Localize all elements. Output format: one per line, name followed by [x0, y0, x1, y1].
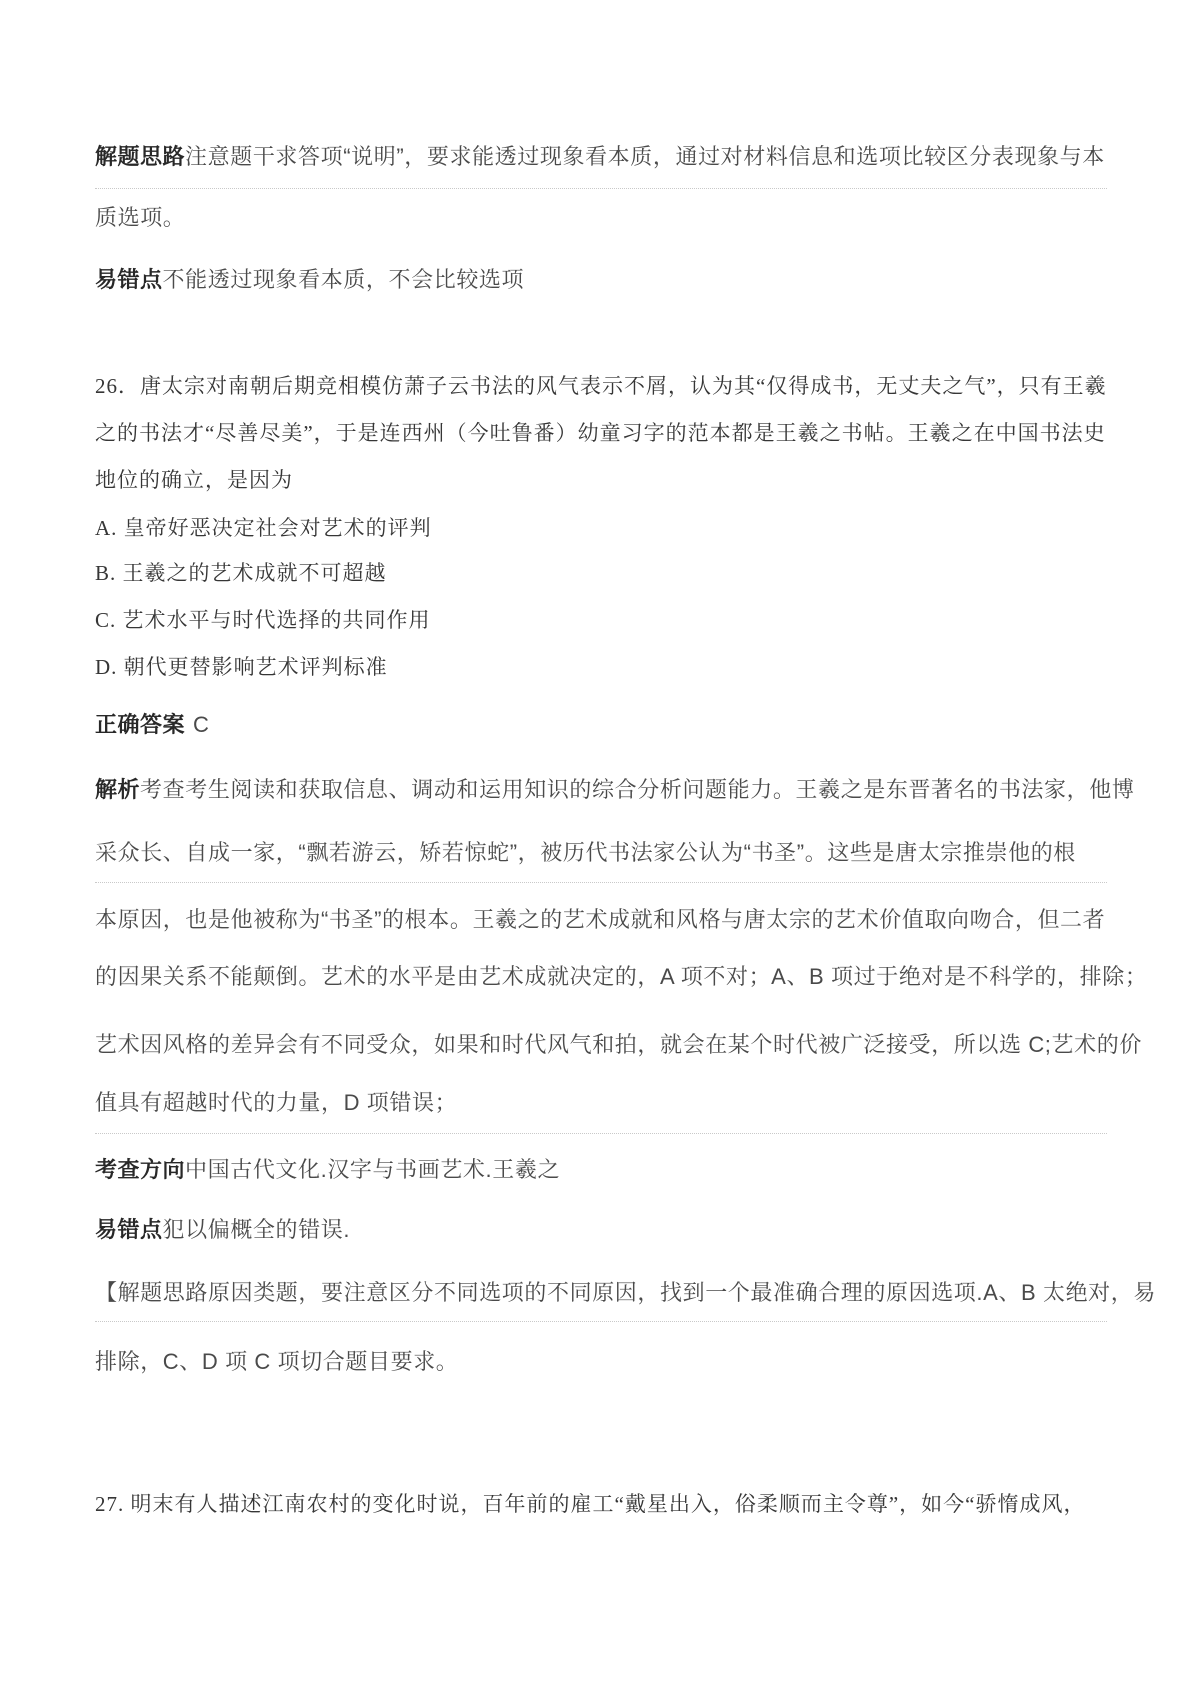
solution-tip-line-2: 质选项。 — [95, 205, 186, 230]
correct-answer-value: C — [193, 712, 210, 737]
analysis-line-3: 本原因，也是他被称为“书圣”的根本。王羲之的艺术成就和风格与唐太宗的艺术价值取向吻合，但二者 — [95, 907, 1106, 932]
error-prone-line — [95, 265, 1107, 295]
error-prone-text: 不能透过现象看本质，不会比较选项 — [162, 267, 525, 292]
bracket-tip-line-1: 【解题思路原因类题，要注意区分不同选项的不同原因，找到一个最准确合理的原因选项.A、B 太绝对，易 — [95, 1280, 1156, 1305]
solution-tip-line-1 — [95, 142, 1107, 172]
analysis-line-5: 艺术因风格的差异会有不同受众，如果和时代风气和拍，就会在某个时代被广泛接受，所以选 C;艺术的价 — [95, 1032, 1142, 1057]
bracket-tip-line-2: 排除，C、D 项 C 项切合题目要求。 — [95, 1349, 459, 1374]
option-a: A. 皇帝好恶决定社会对艺术的评判 — [95, 516, 432, 540]
exam-direction-text: 中国古代文化.汉字与书画艺术.王羲之 — [185, 1157, 561, 1182]
analysis-line-6: 值具有超越时代的力量，D 项错误； — [95, 1090, 458, 1115]
error-prone-line-2 — [95, 1215, 1107, 1245]
error-prone-label-2: 易错点 — [95, 1217, 163, 1242]
dotted-divider-3 — [95, 1133, 1107, 1134]
correct-answer-line — [95, 710, 1107, 740]
error-prone-label: 易错点 — [95, 267, 163, 292]
dotted-divider-4 — [95, 1321, 1107, 1322]
analysis-text-1: 考查考生阅读和获取信息、调动和运用知识的综合分析问题能力。王羲之是东晋著名的书法家，他博 — [140, 777, 1135, 802]
question-26-line-3: 地位的确立，是因为 — [95, 468, 293, 492]
analysis-line-4: 的因果关系不能颠倒。艺术的水平是由艺术成就决定的，A 项不对；A、B 项过于绝对是不科学的，排除； — [95, 964, 1148, 989]
analysis-line-2: 采众长、自成一家，“飘若游云，矫若惊蛇”，被历代书法家公认为“书圣”。这些是唐太宗推崇他的根 — [95, 840, 1076, 865]
solution-tip-label: 解题思路 — [95, 144, 186, 169]
dotted-divider-1 — [95, 188, 1107, 189]
exam-direction-line — [95, 1155, 1107, 1185]
analysis-label: 解析 — [95, 777, 141, 802]
correct-answer-label: 正确答案 — [95, 712, 186, 737]
dotted-divider-2 — [95, 882, 1107, 883]
exam-direction-label: 考查方向 — [95, 1157, 186, 1182]
option-c: C. 艺术水平与时代选择的共同作用 — [95, 608, 431, 632]
question-27-line-1: 27. 明末有人描述江南农村的变化时说，百年前的雇工“戴星出入，俗柔顺而主令尊”，如今“骄惰成风， — [95, 1492, 1086, 1516]
error-prone-text-2: 犯以偏概全的错误. — [162, 1217, 351, 1242]
question-26-line-2: 之的书法才“尽善尽美”，于是连西州（今吐鲁番）幼童习字的范本都是王羲之书帖。王羲之在中国书法史 — [95, 421, 1106, 445]
analysis-line-1 — [95, 775, 1135, 805]
solution-tip-text: 注意题干求答项“说明”，要求能透过现象看本质，通过对材料信息和选项比较区分表现象与本 — [185, 144, 1105, 169]
option-b: B. 王羲之的艺术成就不可超越 — [95, 561, 387, 585]
option-d: D. 朝代更替影响艺术评判标准 — [95, 655, 388, 679]
question-26-line-1: 26．唐太宗对南朝后期竞相模仿萧子云书法的风气表示不屑，认为其“仅得成书，无丈夫之气”，只有王羲 — [95, 374, 1107, 398]
